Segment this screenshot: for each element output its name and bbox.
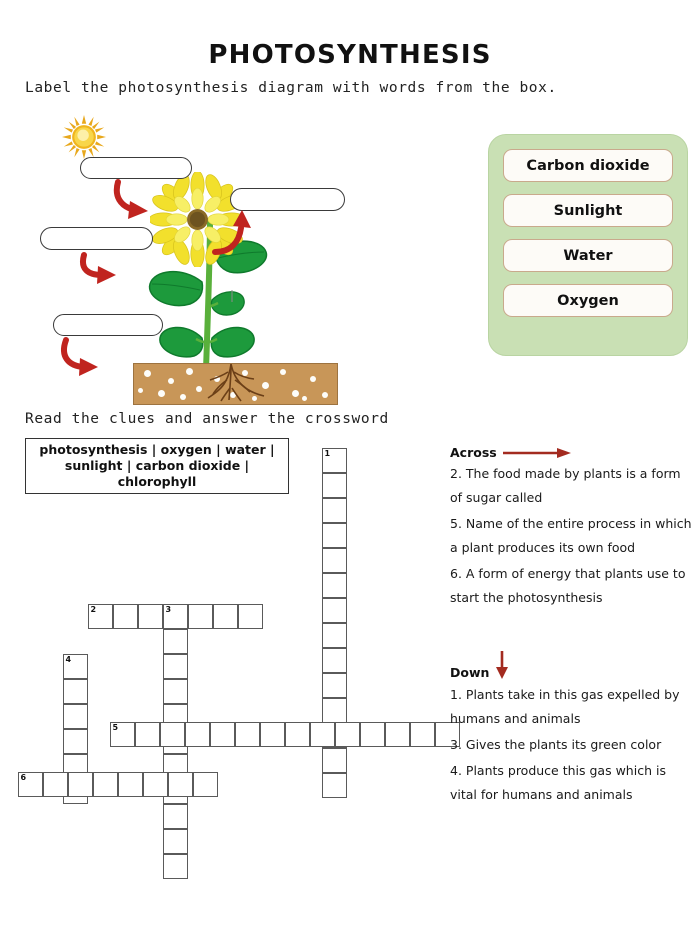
crossword-cell[interactable] — [110, 722, 135, 747]
crossword-cell[interactable] — [63, 704, 88, 729]
crossword-cell[interactable] — [322, 698, 347, 723]
word-bank — [488, 134, 688, 356]
crossword-cell[interactable] — [163, 854, 188, 879]
down-heading — [450, 663, 695, 681]
crossword-cell[interactable] — [93, 772, 118, 797]
crossword-cell[interactable] — [188, 604, 213, 629]
crossword-cell[interactable] — [322, 673, 347, 698]
crossword-clue-number: 5 — [112, 723, 119, 732]
crossword-cell[interactable] — [335, 722, 360, 747]
crossword-clue-number: 6 — [20, 773, 27, 782]
word-bank-item-sunlight[interactable]: Sunlight — [503, 194, 673, 227]
crossword-cell[interactable] — [385, 722, 410, 747]
crossword-cell[interactable] — [63, 654, 88, 679]
arrow-right-icon — [503, 447, 573, 459]
down-clue-3: 3. Gives the plants its green color — [450, 737, 662, 752]
crossword-cell[interactable] — [88, 604, 113, 629]
crossword-cell[interactable] — [285, 722, 310, 747]
crossword-cell[interactable] — [322, 523, 347, 548]
word-bank-item-oxygen[interactable]: Oxygen — [503, 284, 673, 317]
crossword-cell[interactable] — [322, 473, 347, 498]
instruction-label-diagram: Label the photosynthesis diagram with words from the box. — [25, 80, 557, 96]
crossword-cell[interactable] — [63, 679, 88, 704]
crossword-cell[interactable] — [118, 772, 143, 797]
crossword-cell[interactable] — [18, 772, 43, 797]
crossword-cell[interactable] — [163, 654, 188, 679]
word-list-line-3: chlorophyll — [117, 474, 197, 489]
crossword-clue-number: 2 — [90, 605, 97, 614]
crossword-cell[interactable] — [135, 722, 160, 747]
crossword-cell[interactable] — [238, 604, 263, 629]
crossword-cell[interactable] — [310, 722, 335, 747]
crossword-cell[interactable] — [322, 773, 347, 798]
crossword-cell[interactable] — [360, 722, 385, 747]
crossword-clue-number: 3 — [165, 605, 172, 614]
crossword-cell[interactable] — [213, 604, 238, 629]
crossword-cell[interactable] — [63, 729, 88, 754]
crossword-clue-number: 4 — [65, 655, 72, 664]
crossword-cell[interactable] — [260, 722, 285, 747]
crossword-cell[interactable] — [235, 722, 260, 747]
down-clues — [450, 663, 695, 807]
crossword-cell[interactable] — [163, 804, 188, 829]
crossword-cell[interactable] — [210, 722, 235, 747]
crossword-cell[interactable] — [143, 772, 168, 797]
crossword-cell[interactable] — [185, 722, 210, 747]
across-clue-2: 2. The food made by plants is a form of sugar called — [450, 466, 681, 505]
crossword-cell[interactable] — [322, 448, 347, 473]
crossword-cell[interactable] — [410, 722, 435, 747]
word-bank-item-carbon-dioxide[interactable]: Carbon dioxide — [503, 149, 673, 182]
crossword-cell[interactable] — [322, 573, 347, 598]
crossword-cell[interactable] — [322, 623, 347, 648]
arrow-down-icon — [495, 651, 509, 681]
crossword-cell[interactable] — [163, 829, 188, 854]
word-bank-item-water[interactable]: Water — [503, 239, 673, 272]
crossword-cell[interactable] — [163, 604, 188, 629]
crossword-cell[interactable] — [43, 772, 68, 797]
crossword-cell[interactable] — [163, 629, 188, 654]
across-clues — [450, 445, 695, 610]
word-list-line-1: photosynthesis | oxygen | water | — [39, 442, 275, 457]
across-clue-5: 5. Name of the entire process in which a plant produces its own food — [450, 516, 692, 555]
word-list-line-2: sunlight | carbon dioxide | — [64, 458, 250, 473]
crossword-cell[interactable] — [163, 679, 188, 704]
down-clue-4: 4. Plants produce this gas which is vital for humans and animals — [450, 763, 666, 802]
crossword-cell[interactable] — [138, 604, 163, 629]
page-title: PHOTOSYNTHESIS — [208, 40, 492, 70]
crossword-cell[interactable] — [322, 598, 347, 623]
instruction-label-crossword: Read the clues and answer the crossword — [25, 411, 389, 427]
down-clue-1: 1. Plants take in this gas expelled by humans and animals — [450, 687, 680, 726]
crossword-cell[interactable] — [168, 772, 193, 797]
crossword-cell[interactable] — [322, 548, 347, 573]
crossword-cell[interactable] — [193, 772, 218, 797]
crossword-cell[interactable] — [322, 648, 347, 673]
across-clue-6: 6. A form of energy that plants use to start the photosynthesis — [450, 566, 686, 605]
across-label: Across — [450, 445, 497, 460]
crossword-cell[interactable] — [322, 748, 347, 773]
crossword-cell[interactable] — [68, 772, 93, 797]
across-heading — [450, 445, 695, 460]
crossword-cell[interactable] — [113, 604, 138, 629]
crossword-clue-number: 1 — [324, 449, 331, 458]
crossword-cell[interactable] — [322, 498, 347, 523]
down-label: Down — [450, 664, 490, 680]
crossword-cell[interactable] — [160, 722, 185, 747]
